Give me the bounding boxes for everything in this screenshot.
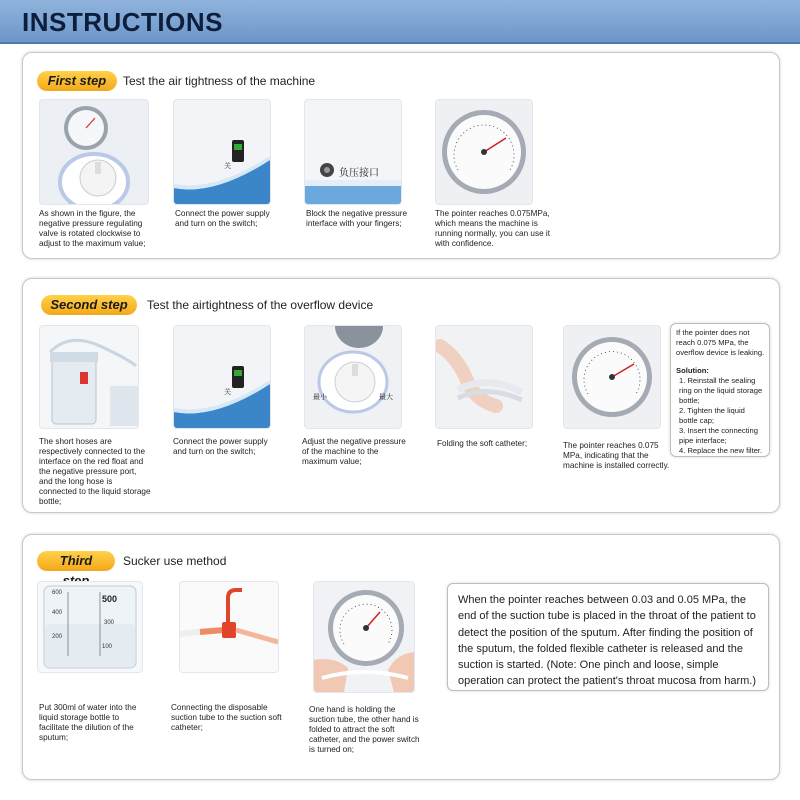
tip-item: 2. Tighten the liquid bottle cap; bbox=[679, 406, 745, 425]
bottle-hoses-illustration bbox=[40, 326, 138, 428]
second-step-badge: Second step bbox=[41, 295, 137, 315]
page-title: INSTRUCTIONS bbox=[22, 7, 223, 37]
first-step-panel bbox=[22, 52, 780, 259]
second-step-title: Test the airtightness of the overflow device bbox=[147, 298, 374, 312]
step2-caption-5: The pointer reaches 0.075 MPa, indicating that the machine is installed correctly. bbox=[563, 441, 670, 470]
step1-caption-1: As shown in the figure, the negative pressure regulating valve is rotated clockwise to adjust to the maximum value; bbox=[39, 209, 146, 248]
port-illustration bbox=[305, 100, 401, 204]
folded-catheter-photo bbox=[435, 325, 533, 429]
step2-caption-2: Connect the power supply and turn on the switch; bbox=[173, 437, 268, 456]
gauge-knob-photo bbox=[39, 99, 149, 205]
knob-max-label: 最大 bbox=[379, 393, 393, 401]
suction-note-text: When the pointer reaches between 0.03 and 0.05 MPa, the end of the suction tube is placed in the throat of the patient to detect the position of the sputum. After finding the position of the sputum, the folded flexible catheter is released and the suction is started. (Note: One pinch and loose, simple operation can protect the patient's throat mucosa from harm.) bbox=[458, 594, 757, 688]
step1-caption-4: The pointer reaches 0.075MPa, which means the machine is running normally, you can use it with confidence. bbox=[435, 209, 550, 248]
gauge-knob-illustration bbox=[40, 100, 148, 204]
suction-tube-connector-photo bbox=[179, 581, 279, 673]
pressure-gauge-illustration-2 bbox=[564, 326, 660, 428]
step3-caption-2: Connecting the disposable suction tube to the suction soft catheter; bbox=[171, 703, 282, 732]
third-step-badge: Third bbox=[37, 551, 115, 571]
bottle-mark-100: 100 bbox=[102, 644, 113, 650]
first-step-badge: First step bbox=[37, 71, 117, 91]
hand-gauge-photo bbox=[313, 581, 415, 693]
third-step-title: Sucker use method bbox=[123, 554, 227, 568]
bottle-mark-200: 200 bbox=[52, 634, 63, 640]
step2-caption-4: Folding the soft catheter; bbox=[437, 439, 528, 448]
tip-item: 1. Reinstall the sealing ring on the liquid storage bottle; bbox=[679, 376, 763, 405]
bottle-mark-600: 600 bbox=[52, 590, 63, 596]
liquid-bottle-photo bbox=[37, 581, 143, 673]
suction-note-box bbox=[447, 583, 769, 691]
step3-caption-3: One hand is holding the suction tube, the other hand is folded to attract the soft catheter, and the power switch is turned on; bbox=[309, 705, 420, 754]
pressure-gauge-illustration bbox=[436, 100, 532, 204]
hand-gauge-illustration bbox=[314, 582, 414, 692]
leak-tip-box bbox=[670, 323, 770, 457]
knob-min-label: 最小 bbox=[313, 393, 327, 401]
bottle-mark-500: 500 bbox=[102, 594, 118, 604]
second-step-panel bbox=[22, 278, 780, 513]
bottle-mark-400: 400 bbox=[52, 610, 63, 616]
power-switch-photo bbox=[173, 99, 271, 205]
power-switch-illustration-2 bbox=[174, 326, 270, 428]
tip-solution-label: Solution: bbox=[676, 366, 709, 375]
third-step-panel bbox=[22, 534, 780, 780]
port-label: 负压接口 bbox=[339, 168, 379, 179]
pressure-knob-photo bbox=[304, 325, 402, 429]
pressure-knob-illustration bbox=[305, 326, 401, 428]
tip-item: 3. Insert the connecting pipe interface; bbox=[679, 426, 758, 445]
negative-pressure-port-photo bbox=[304, 99, 402, 205]
pressure-gauge-photo bbox=[435, 99, 533, 205]
connector-illustration bbox=[180, 582, 278, 672]
power-switch-photo-2 bbox=[173, 325, 271, 429]
step2-caption-3: Adjust the negative pressure of the machine to the maximum value; bbox=[302, 437, 406, 466]
power-switch-illustration bbox=[174, 100, 270, 204]
folded-catheter-illustration bbox=[436, 326, 532, 428]
bottle-mark-300: 300 bbox=[104, 620, 115, 626]
step1-caption-3: Block the negative pressure interface with your fingers; bbox=[306, 209, 408, 228]
step3-caption-1: Put 300ml of water into the liquid storage bottle to facilitate the dilution of the sputum; bbox=[39, 703, 137, 742]
svg-text:关: 关 bbox=[224, 388, 231, 396]
step1-caption-2: Connect the power supply and turn on the switch; bbox=[175, 209, 270, 228]
bottle-hoses-photo bbox=[39, 325, 139, 429]
first-step-title: Test the air tightness of the machine bbox=[123, 74, 316, 88]
svg-text:关: 关 bbox=[224, 162, 231, 170]
page-header bbox=[0, 0, 800, 44]
tip-item: 4. Replace the new filter. bbox=[679, 446, 763, 455]
tip-intro: If the pointer does not reach 0.075 MPa, the overflow device is leaking. bbox=[676, 328, 765, 357]
step2-caption-1: The short hoses are respectively connected to the interface on the red float and the negative pressure port, and the long hose is connected to the liquid storage bottle; bbox=[39, 437, 151, 506]
pressure-gauge-photo-2 bbox=[563, 325, 661, 429]
